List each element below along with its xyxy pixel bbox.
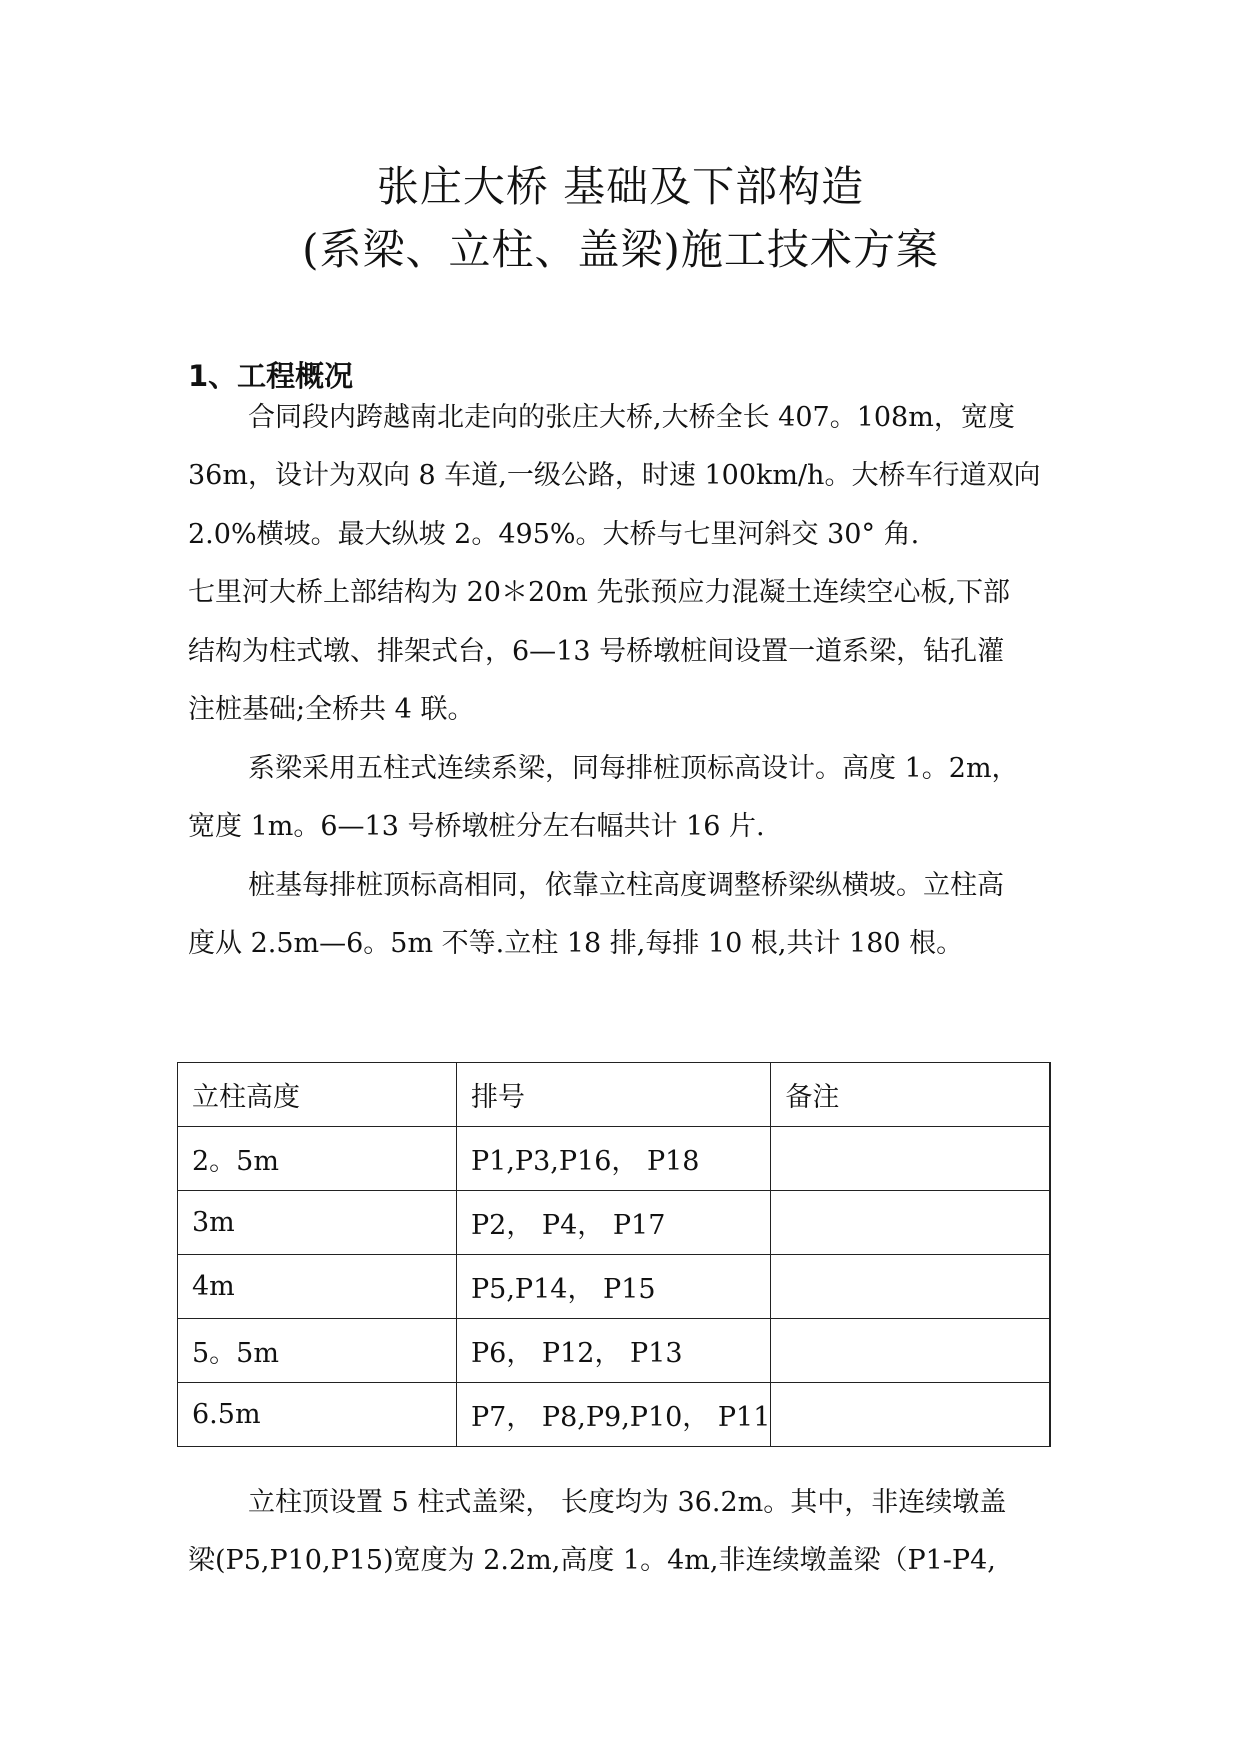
table-cell: P7， P8,P9,P10， P11 [457,1383,771,1447]
table-cell: 5。5m [178,1319,457,1383]
table-row [178,1127,1051,1191]
table-cell [771,1127,1051,1191]
paragraph-line: 2.0%横坡。最大纵坡 2。495%。大桥与七里河斜交 30° 角. [188,519,920,550]
paragraph-line: 结构为柱式墩、排架式台，6—13 号桥墩桩间设置一道系梁，钻孔灌 [188,636,1005,667]
paragraph-line: 梁(P5,P10,P15)宽度为 2.2m,高度 1。4m,非连续墩盖梁（P1-P4, [188,1545,996,1576]
table-cell: P2， P4， P17 [457,1191,771,1255]
table-cell [771,1191,1051,1255]
document-title-line-2: (系梁、立柱、盖梁)施工技术方案 [302,225,939,274]
table-cell: 6.5m [178,1383,457,1447]
paragraph-line: 36m，设计为双向 8 车道,一级公路，时速 100km/h。大桥车行道双向 [188,460,1041,491]
paragraph-line: 度从 2.5m—6。5m 不等.立柱 18 排,每排 10 根,共计 180 根。 [188,928,964,959]
table-cell: 3m [178,1191,457,1255]
table-row [178,1191,1051,1255]
table-header-cell: 立柱高度 [178,1063,457,1127]
table-cell: P1,P3,P16， P18 [457,1127,771,1191]
table-row [178,1255,1051,1319]
table-cell [771,1319,1051,1383]
table-row [178,1319,1051,1383]
table-cell: 2。5m [178,1127,457,1191]
table-cell: P6， P12， P13 [457,1319,771,1383]
paragraph-line: 注桩基础;全桥共 4 联。 [188,694,475,725]
paragraph-line: 合同段内跨越南北走向的张庄大桥,大桥全长 407。108m，宽度 [248,402,1015,433]
column-height-table [177,1062,1051,1447]
table-row [178,1383,1051,1447]
paragraph-line: 桩基每排桩顶标高相同，依靠立柱高度调整桥梁纵横坡。立柱高 [248,870,1004,901]
table-header-cell: 排号 [457,1063,771,1127]
table-cell: P5,P14， P15 [457,1255,771,1319]
paragraph-line: 系梁采用五柱式连续系梁，同每排桩顶标高设计。高度 1。2m， [248,753,1019,784]
table-header-cell: 备注 [771,1063,1051,1127]
paragraph-line: 宽度 1m。6—13 号桥墩桩分左右幅共计 16 片. [188,811,765,842]
table-cell [771,1383,1051,1447]
table-cell: 4m [178,1255,457,1319]
table-cell [771,1255,1051,1319]
paragraph-line: 七里河大桥上部结构为 20＊20m 先张预应力混凝土连续空心板,下部 [188,577,1011,608]
table-header-row [178,1063,1051,1127]
section-heading: 1、工程概况 [188,359,354,393]
paragraph-line: 立柱顶设置 5 柱式盖梁， 长度均为 36.2m。其中，非连续墩盖 [248,1487,1007,1518]
document-title-line-1: 张庄大桥 基础及下部构造 [376,162,865,211]
